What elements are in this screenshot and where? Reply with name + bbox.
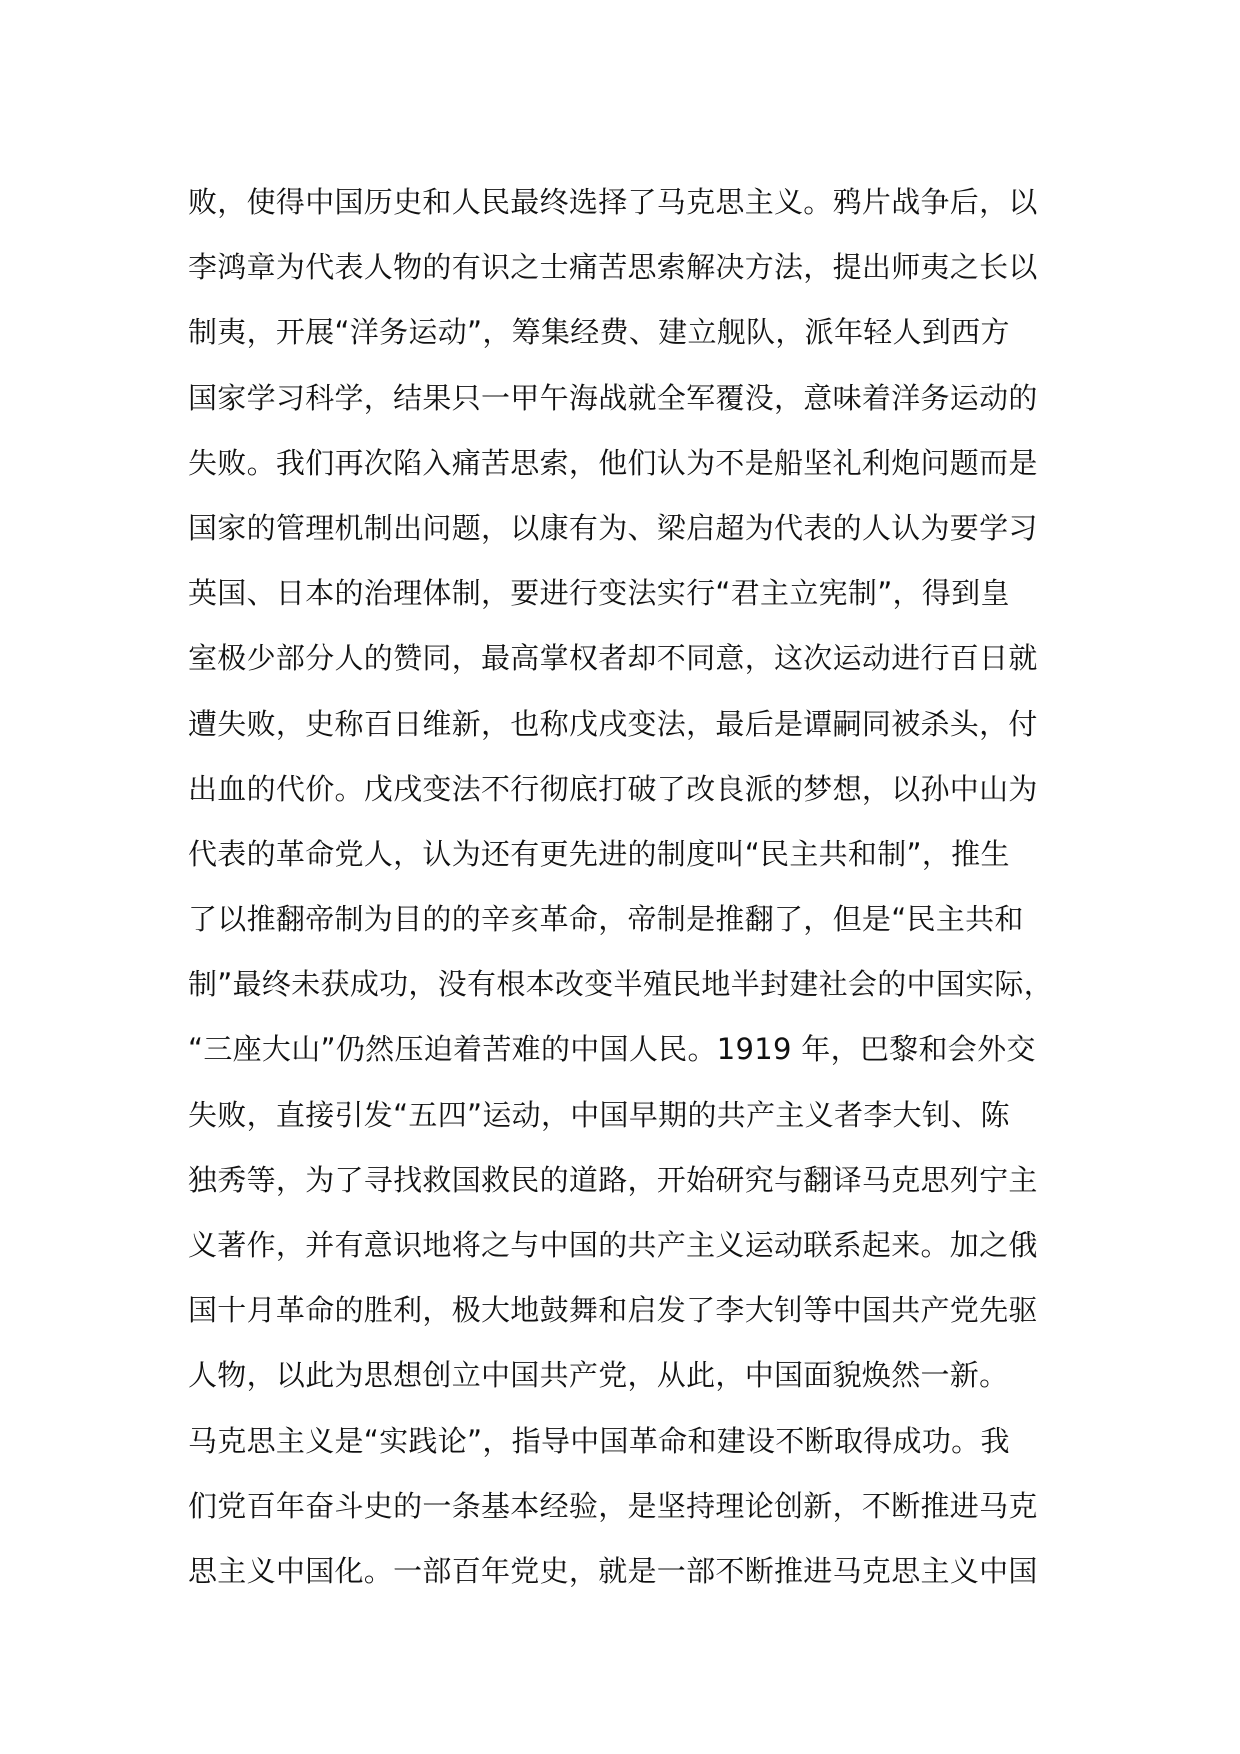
text-line: “三座大山”仍然压迫着苦难的中国人民。1919 年，巴黎和会外交 [188, 1032, 1036, 1067]
text-line: 室极少部分人的赞同，最高掌权者却不同意，这次运动进行百日就 [188, 641, 1038, 676]
text-line: 失败，直接引发“五四”运动，中国早期的共产主义者李大钊、陈 [188, 1097, 1010, 1132]
text-line: 李鸿章为代表人物的有识之士痛苦思索解决方法，提出师夷之长以 [188, 250, 1038, 285]
text-line: 国家学习科学，结果只一甲午海战就全军覆没，意味着洋务运动的 [188, 380, 1038, 415]
text-line: 制”最终未获成功，没有根本改变半殖民地半封建社会的中国实际， [188, 967, 1054, 1002]
text-line: 了以推翻帝制为目的的辛亥革命，帝制是推翻了，但是“民主共和 [188, 902, 1024, 937]
text-line: 出血的代价。戊戌变法不行彻底打破了改良派的梦想，以孙中山为 [188, 771, 1038, 806]
text-line: 英国、日本的治理体制，要进行变法实行“君主立宪制”，得到皇 [188, 576, 1010, 611]
text-line: 代表的革命党人，认为还有更先进的制度叫“民主共和制”，推生 [188, 836, 1010, 871]
text-line: 思主义中国化。一部百年党史，就是一部不断推进马克思主义中国 [188, 1553, 1038, 1588]
text-line: 独秀等，为了寻找救国救民的道路，开始研究与翻译马克思列宁主 [188, 1162, 1038, 1197]
text-line: 遭失败，史称百日维新，也称戊戌变法，最后是谭嗣同被杀头，付 [188, 706, 1038, 741]
text-line: 马克思主义是“实践论”，指导中国革命和建设不断取得成功。我 [188, 1423, 1010, 1458]
text-line: 们党百年奋斗史的一条基本经验，是坚持理论创新，不断推进马克 [188, 1488, 1038, 1523]
text-line: 义著作，并有意识地将之与中国的共产主义运动联系起来。加之俄 [188, 1228, 1038, 1262]
text-line: 败，使得中国历史和人民最终选择了马克思主义。鸦片战争后，以 [188, 185, 1038, 219]
text-line: 失败。我们再次陷入痛苦思索，他们认为不是船坚礼利炮问题而是 [188, 445, 1038, 480]
text-line: 制夷，开展“洋务运动”，筹集经费、建立舰队，派年轻人到西方 [188, 315, 1010, 350]
body-text [188, 170, 1088, 1604]
text-line: 人物，以此为思想创立中国共产党，从此，中国面貌焕然一新。 [188, 1358, 1009, 1393]
text-line: 国十月革命的胜利，极大地鼓舞和启发了李大钊等中国共产党先驱 [188, 1293, 1038, 1328]
text-line: 国家的管理机制出问题，以康有为、梁启超为代表的人认为要学习 [188, 510, 1038, 545]
